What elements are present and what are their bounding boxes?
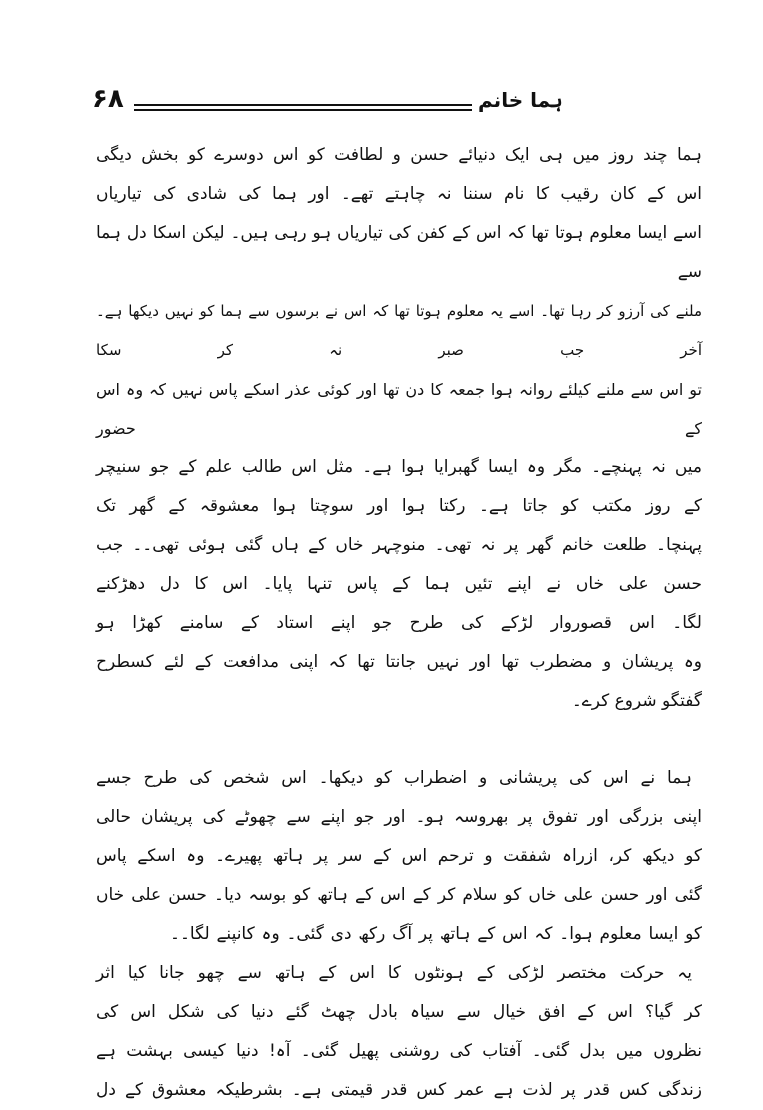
text-line: کو دیکھ کر، ازراہ شفقت و ترحم اس کے سر پر ہاتھ پھیرے۔ وہ اسکے پاس [96,846,702,866]
paragraph [96,954,702,1110]
text-line: یہ حرکت مختصر لڑکی کے ہونٹوں کا اس کے ہاتھ سے چھو جانا کیا اثر [96,963,692,983]
text-line: حسن علی خاں نے اپنے تئیں ہما کے پاس تنہا پایا۔ اس کا دل دھڑکنے [96,574,702,594]
body-text [96,136,702,1110]
page-header [0,0,763,136]
text-line: ملنے کی آرزو کر رہا تھا۔ اسے یہ معلوم ہوتا تھا کہ اس نے برسوں سے ہما کو نہیں دیکھا ہے۔ آخر جب صبر نہ کر سکا [96,302,702,359]
text-line: لگا۔ اس قصوروار لڑکے کی طرح جو اپنے استاد کے سامنے کھڑا ہو [96,613,702,633]
running-title: ہما خانم [478,88,563,112]
text-line: وہ پریشان و مضطرب تھا اور نہیں جانتا تھا کہ اپنی مدافعت کے لئے کسطرح [96,652,702,672]
paragraph [96,759,702,954]
text-line: ہما نے اس کی پریشانی و اضطراب کو دیکھا۔ اس شخص کی طرح جسے [96,768,692,788]
text-line: گئی اور حسن علی خاں کو سلام کر کے اس کے ہاتھ کو بوسہ دیا۔ حسن علی خاں [96,885,702,905]
text-line: گفتگو شروع کرے۔ [571,691,702,711]
text-line: اس کے کان رقیب کا نام سننا نہ چاہتے تھے۔ اور ہما کی شادی کی تیاریاں [96,184,702,204]
text-line: نظروں میں بدل گئی۔ آفتاب کی روشنی پھیل گئی۔ آہ! دنیا کیسی بہشت ہے [96,1041,702,1061]
page-number: ۶۸ [92,84,124,114]
text-line: میں نہ پہنچے۔ مگر وہ ایسا گھبرایا ہوا ہے۔ مثل اس طالب علم کے جو سنیچر [96,457,702,477]
paragraph [96,136,702,721]
text-line: تو اس سے ملنے کیلئے روانہ ہوا جمعہ کا دن تھا اور کوئی عذر اسکے پاس نہیں کہ وہ اس کے حضور [96,380,703,438]
text-line: اسے ایسا معلوم ہوتا تھا کہ اس کے کفن کی تیاریاں ہو رہی ہیں۔ لیکن اسکا دل ہما سے [96,223,702,282]
text-line: کو ایسا معلوم ہوا۔ کہ اس کے ہاتھ پر آگ رکھ دی گئی۔ وہ کانپنے لگا۔۔ [170,924,702,944]
header-rule [134,104,472,106]
text-line: ہما چند روز میں ہی ایک دنیائے حسن و لطافت کو اس دوسرے کو بخش دیگی [96,145,702,165]
header-rule [134,109,472,111]
text-line: کے روز مکتب کو جاتا ہے۔ رکتا ہوا اور سوچتا ہوا معشوقہ کے گھر تک [96,496,702,516]
text-line: پہنچا۔ طلعت خانم گھر پر نہ تھی۔ منوچہر خاں کے ہاں گئی ہوئی تھی۔۔ جب [96,535,702,555]
text-line: زندگی کس قدر پر لذت ہے عمر کس قدر قیمتی ہے۔ بشرطیکہ معشوق کے دل [96,1080,702,1100]
text-line: کر گیا؟ اس کے افق خیال سے سیاہ بادل چھٹ گئے دنیا کی شکل اس کی [96,1002,702,1022]
text-line: اپنی بزرگی اور تفوق پر بھروسہ ہو۔ اور جو اپنے سے چھوٹے کی پریشان حالی [96,807,702,827]
